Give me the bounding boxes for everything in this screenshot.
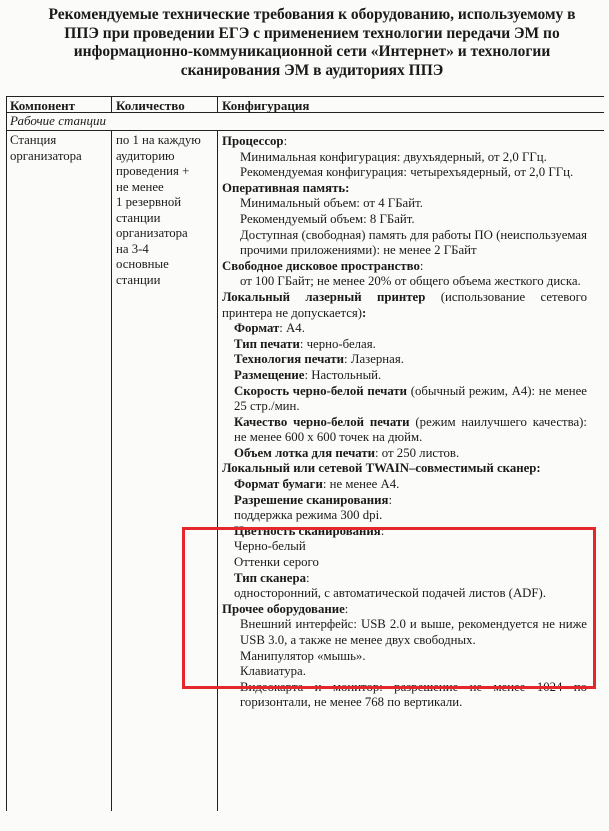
other-item: Манипулятор «мышь».: [240, 648, 366, 663]
ram-label: Оперативная память:: [222, 180, 350, 195]
table-border-left: [6, 96, 7, 811]
print-quality: Качество черно-белой печати (режим наилучшего качества): не менее 600 x 600 точек на дюйм.: [234, 414, 587, 445]
ram-min: Минимальный объем: от 4 ГБайт.: [240, 196, 423, 211]
header-component: Компонент: [10, 98, 76, 113]
qty-line: станции: [116, 210, 161, 225]
col-divider-1: [111, 130, 112, 811]
other-item: Внешний интерфейс: USB 2.0 и выше, рекомендуется не ниже USB 3.0, а также не менее двух свободных.: [240, 617, 587, 647]
printer-technology: Технология печати: Лазерная.: [234, 352, 404, 367]
cpu-rec: Рекомендуемая конфигурация: четырехъядерный, от 2,0 ГГц.: [240, 165, 574, 180]
scanner-color-value: Оттенки серого: [234, 555, 319, 570]
ram-free: Доступная (свободная) память для работы ПО (неиспользуемая прочими приложениями): не менее 2 ГБайт: [240, 227, 587, 258]
scanner-resolution-value: поддержка режима 300 dpi.: [234, 508, 383, 523]
section-workstations: Рабочие станции: [10, 113, 106, 128]
scanner-color-heading: Цветность сканирования:: [234, 523, 385, 538]
component-name-text: Станция организатора: [10, 133, 82, 163]
other-item: Видеокарта и монитор: разрешение не менее 1024 по горизонтали, не менее 768 по вертикали.: [240, 679, 587, 710]
printer-type: Тип печати: черно-белая.: [234, 336, 376, 351]
print-tray: Объем лотка для печати: от 250 листов.: [234, 445, 460, 460]
printer-note: (использование сетевого принтера не допускается): [222, 289, 587, 320]
disk-heading: Свободное дисковое пространство:: [222, 258, 424, 273]
component-name: [10, 133, 105, 164]
qty-line: организатора: [116, 226, 188, 240]
header-configuration: Конфигурация: [222, 98, 310, 113]
cpu-min: Минимальная конфигурация: двухъядерный, от 2,0 ГГц.: [240, 149, 547, 164]
table-border-top: [6, 96, 604, 97]
ram-rec: Рекомендуемый объем: 8 ГБайт.: [240, 211, 415, 226]
disk-label: Свободное дисковое пространство: [222, 258, 420, 273]
qty-line: проведения +: [116, 164, 190, 178]
scanner-type-heading: Тип сканера:: [234, 570, 310, 585]
qty-line: на 3-4: [116, 241, 149, 256]
scanner-type-value: односторонний, с автоматической подачей листов (ADF).: [234, 586, 547, 601]
printer-heading: Локальный лазерный принтер (использование сетевого принтера не допускается):: [222, 289, 587, 320]
scanner-paper: Формат бумаги: не менее А4.: [234, 477, 400, 492]
qty-line: станции: [116, 272, 161, 287]
disk-value: от 100 ГБайт; не менее 20% от общего объема жесткого диска.: [240, 274, 581, 289]
qty-line: 1 резервной: [116, 195, 182, 209]
col-divider-header-2: [217, 96, 218, 112]
scanner-color-value: Черно-белый: [234, 539, 306, 554]
col-divider-header-1: [111, 96, 112, 112]
col-divider-2: [217, 130, 218, 811]
scanner-resolution-heading: Разрешение сканирования:: [234, 492, 393, 507]
printer-placement: Размещение: Настольный.: [234, 367, 382, 382]
header-quantity: Количество: [116, 98, 185, 113]
qty-line: не менее: [116, 179, 164, 194]
print-speed: Скорость черно-белой печати (обычный режим, А4): не менее 25 стр./мин.: [234, 383, 587, 414]
qty-line: основные: [116, 257, 169, 271]
scanner-highlight-box: [182, 527, 596, 689]
other-item: Клавиатура.: [240, 664, 306, 679]
printer-label: Локальный лазерный принтер: [222, 289, 426, 304]
other-heading: Прочее оборудование:: [222, 601, 349, 616]
quantity-cell: [116, 133, 214, 288]
qty-line: по 1 на каждую: [116, 133, 201, 147]
scanner-label: Локальный или сетевой TWAIN–совместимый сканер:: [222, 461, 541, 476]
printer-format: Формат: А4.: [234, 321, 305, 336]
document-title: Рекомендуемые технические требования к оборудованию, используемому в ППЭ при проведении ЕГЭ с применением технологии передачи ЭМ по информационно-коммуникационной сети «Интернет» и технологии сканирования ЭМ в аудиториях ППЭ: [48, 6, 576, 79]
cpu-label: Процессор: [222, 134, 284, 148]
qty-line: аудиторию: [116, 148, 175, 163]
cpu-heading: Процессор:: [222, 134, 288, 148]
other-label: Прочее оборудование: [222, 601, 345, 616]
section-divider: [6, 130, 604, 131]
